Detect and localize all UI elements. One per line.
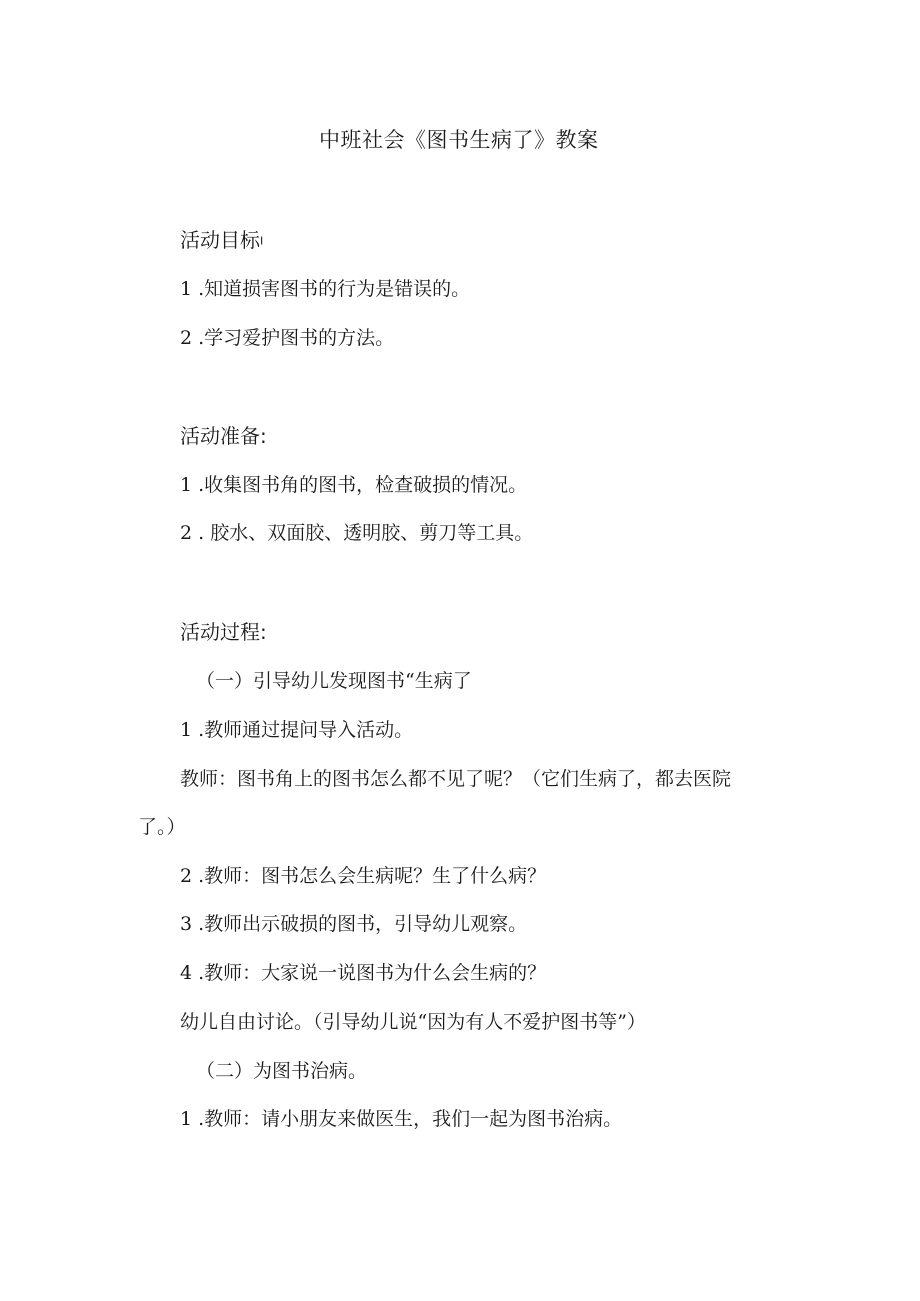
preparation-item-1: 1 .收集图书角的图书，检查破损的情况。 bbox=[180, 474, 528, 496]
teacher-question-line-2: 了。） bbox=[138, 816, 186, 838]
preparation-item-2: 2 . 胶水、双面胶、透明胶、剪刀等工具。 bbox=[180, 522, 534, 544]
process-step-1: 1 .教师通过提问导入活动。 bbox=[180, 719, 414, 741]
process-part2-step-1: 1 .教师：请小朋友来做医生，我们一起为图书治病。 bbox=[180, 1108, 623, 1130]
heading-mark: I bbox=[260, 234, 264, 248]
document-title: 中班社会《图书生病了》教案 bbox=[319, 128, 599, 152]
section-heading-process: 活动过程: bbox=[180, 620, 267, 644]
section-heading-goals bbox=[180, 228, 263, 254]
process-part1-title: （一）引导幼儿发现图书“生病了 bbox=[196, 670, 472, 692]
goal-item-2: 2 .学习爱护图书的方法。 bbox=[180, 327, 395, 349]
goals-heading-text: 活动目标 bbox=[180, 228, 260, 252]
process-step-4: 4 .教师：大家说一说图书为什么会生病的？ bbox=[180, 962, 547, 984]
process-step-2: 2 .教师：图书怎么会生病呢？生了什么病？ bbox=[180, 865, 547, 887]
child-discussion: 幼儿自由讨论。（引导幼儿说“因为有人不爱护图书等”） bbox=[180, 1011, 646, 1033]
process-part2-title: （二）为图书治病。 bbox=[196, 1060, 368, 1082]
teacher-question-line-1: 教师：图书角上的图书怎么都不见了呢？（它们生病了，都去医院 bbox=[180, 768, 732, 790]
process-step-3: 3 .教师出示破损的图书，引导幼儿观察。 bbox=[180, 913, 528, 935]
section-heading-preparation: 活动准备: bbox=[180, 424, 267, 448]
goal-item-1: 1 .知道损害图书的行为是错误的。 bbox=[180, 278, 471, 300]
